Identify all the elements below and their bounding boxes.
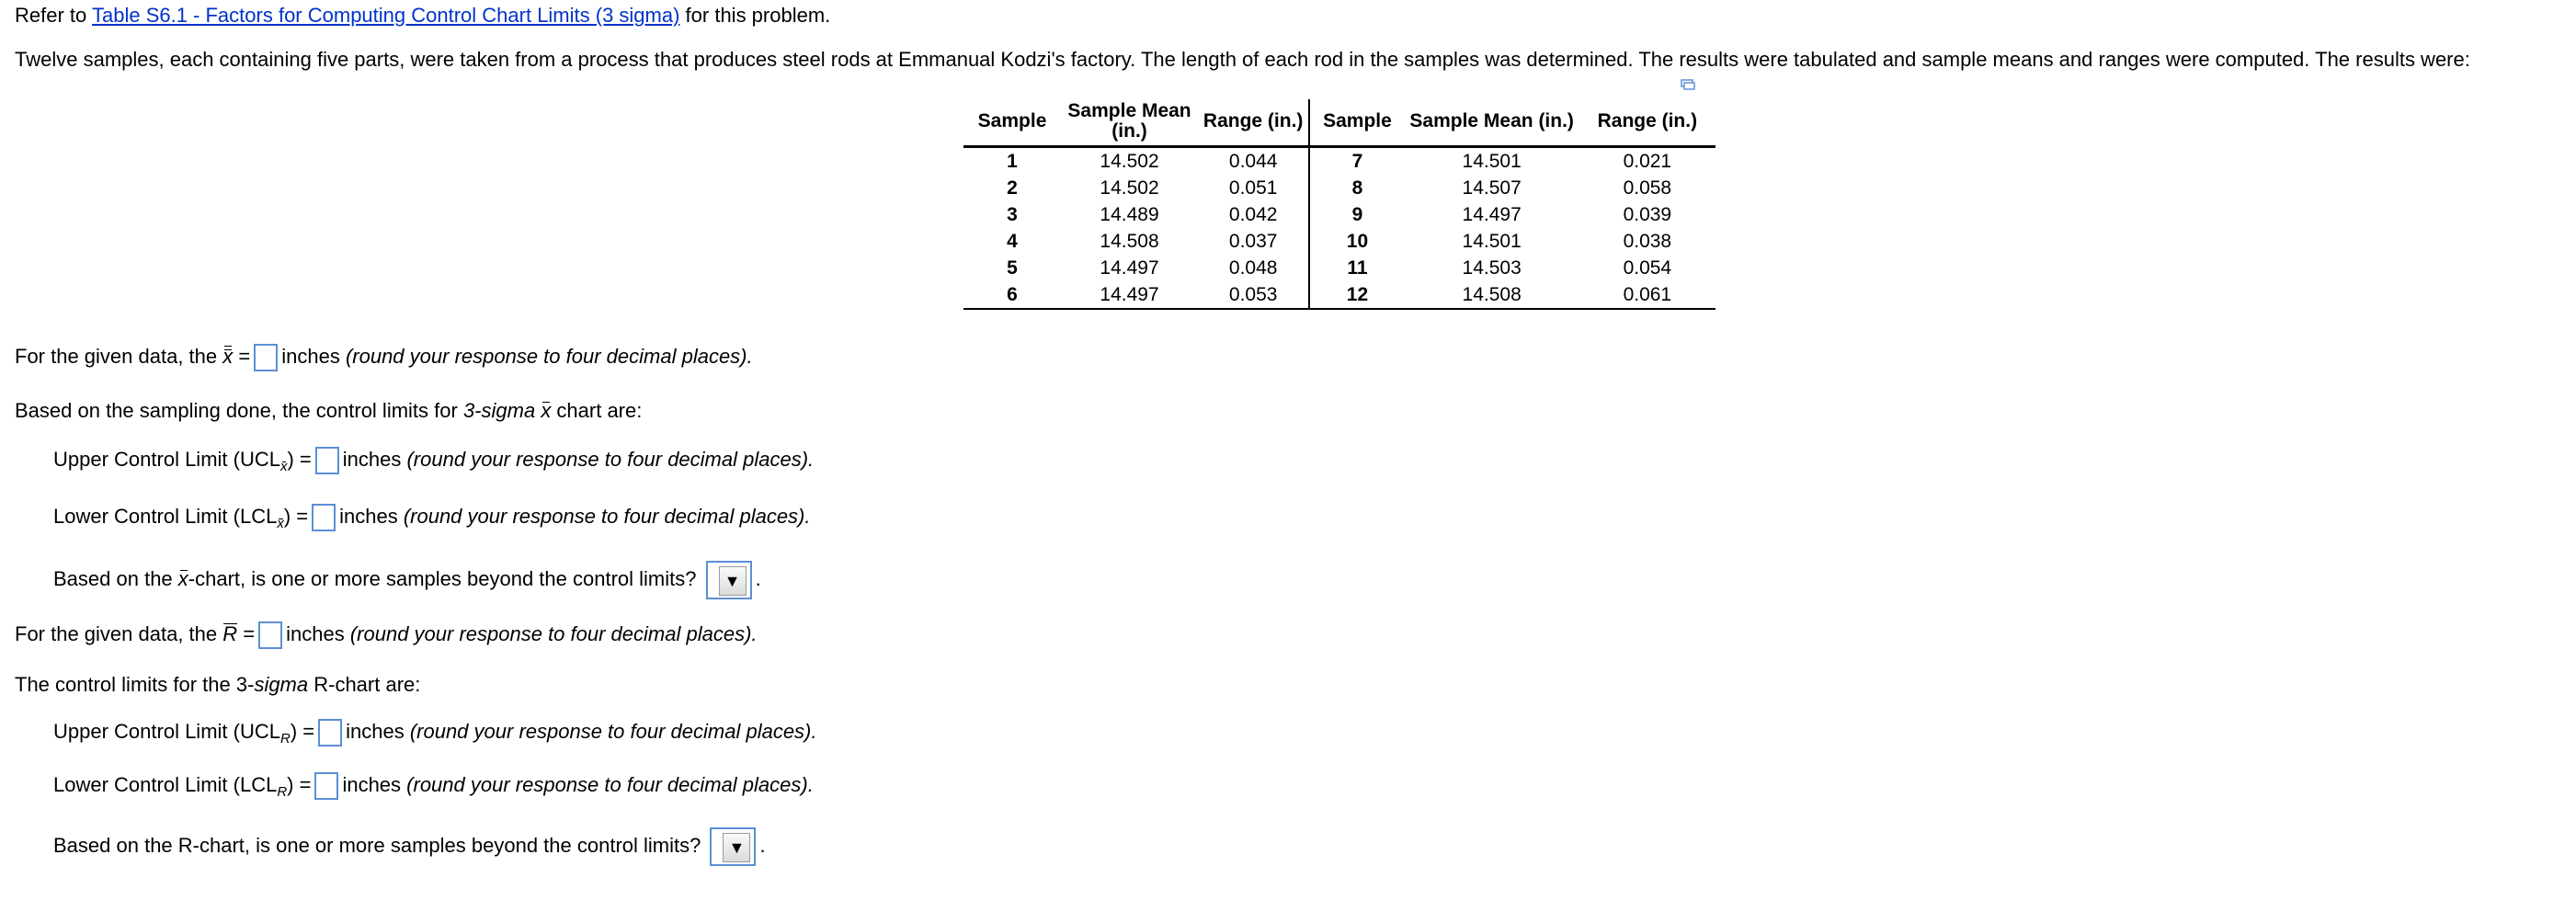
sample-number-cell: 4: [1007, 231, 1018, 252]
question-xbarbar: [15, 344, 753, 371]
dropdown-arrow-icon: ▼: [719, 566, 747, 596]
xbarbar-answer-input[interactable]: [254, 344, 278, 371]
ucl-r-hint: (round your response to four decimal places).: [409, 719, 817, 743]
header-sample-mean: [1061, 99, 1198, 147]
rchart-intro-sigma: sigma: [254, 673, 309, 696]
question-rbar: [15, 621, 758, 649]
sample-mean-cell: 14.503: [1462, 257, 1522, 279]
header-sample: Sample: [963, 99, 1061, 147]
sample-mean-cell: 14.502: [1100, 177, 1159, 199]
ucl-r-unit: inches: [346, 719, 405, 743]
sample-number-cell: 3: [1007, 204, 1018, 225]
ucl-x-close: ) =: [287, 447, 312, 471]
sample-range-cell: 0.037: [1198, 228, 1309, 255]
q-rbar-equals: =: [237, 621, 256, 645]
sample-range-cell: 0.038: [1623, 231, 1672, 252]
sample-number-cell: 9: [1351, 204, 1363, 225]
beyond-r-end: .: [759, 833, 766, 857]
intro-line: [15, 4, 830, 28]
sample-number-cell: 10: [1346, 231, 1369, 252]
lcl-x-subscript: x: [277, 516, 284, 532]
q-xbarbar-equals: =: [233, 344, 251, 368]
sample-range-cell: 0.053: [1198, 281, 1309, 309]
table-row: [963, 175, 1715, 201]
beyond-x-symbol: x: [177, 566, 188, 590]
sample-range-cell: 0.061: [1579, 281, 1715, 309]
beyond-x-end: .: [755, 566, 761, 590]
lcl-x-close: ) =: [283, 504, 309, 528]
sample-number-cell: 1: [1007, 151, 1018, 172]
beyond-r-dropdown[interactable]: [710, 827, 756, 866]
sample-range-cell: 0.051: [1198, 175, 1309, 201]
header-sample-mean-line2: (in.): [1111, 120, 1147, 142]
sample-mean-cell: 14.502: [1100, 151, 1159, 172]
sample-number-cell: 11: [1347, 257, 1368, 279]
lcl-r-close: ) =: [287, 772, 312, 796]
ucl-r-line: [53, 719, 817, 746]
sample-number-cell: 2: [1007, 177, 1018, 199]
intro-prefix: Refer to: [15, 4, 92, 27]
ucl-x-unit: inches: [342, 447, 402, 471]
r-bar-symbol: R: [222, 621, 238, 645]
dropdown-arrow-icon: ▼: [723, 833, 750, 862]
header-sample-2: Sample: [1309, 99, 1404, 147]
table-row: [963, 147, 1715, 176]
q-xbarbar-hint: (round your response to four decimal places).: [345, 344, 753, 368]
beyond-r-text: Based on the R-chart, is one or more samples beyond the control limits?: [53, 833, 701, 857]
lcl-x-answer-input[interactable]: [312, 504, 336, 531]
sample-range-cell: 0.039: [1623, 204, 1672, 225]
xchart-intro-prefix: Based on the sampling done, the control limits for: [15, 399, 463, 422]
table-s6-1-link[interactable]: Table S6.1 - Factors for Computing Control Chart Limits (3 sigma): [91, 4, 680, 27]
problem-text: Twelve samples, each containing five parts, were taken from a process that produces steel rods at Emmanual Kodzi's factory. The length of each rod in the samples was determined. The results were tabulated and sample means and ranges were computed. The results were:: [15, 48, 2470, 71]
sample-mean-cell: 14.497: [1100, 257, 1159, 279]
table-row: [963, 255, 1715, 281]
lcl-x-line: [53, 504, 811, 531]
header-sample-mean-line1: Sample Mean: [1067, 100, 1191, 121]
lcl-r-subscript: R: [277, 784, 288, 801]
ucl-x-hint: (round your response to four decimal places).: [406, 447, 815, 471]
ucl-x-subscript: x: [279, 459, 288, 475]
q-rbar-unit: inches: [286, 621, 345, 645]
ucl-r-answer-input[interactable]: [318, 719, 342, 746]
xchart-intro-suffix: chart are:: [551, 399, 643, 422]
ucl-r-close: ) =: [290, 719, 315, 743]
lcl-r-label: Lower Control Limit (LCL: [53, 772, 278, 796]
xchart-intro: [15, 399, 642, 423]
sample-mean-cell: 14.497: [1061, 281, 1198, 309]
beyond-r-question: [53, 827, 766, 866]
lcl-x-hint: (round your response to four decimal places).: [403, 504, 811, 528]
x-double-bar-symbol: x: [222, 344, 234, 368]
sample-range-cell: 0.058: [1623, 177, 1672, 199]
sample-range-cell: 0.054: [1623, 257, 1672, 279]
sample-mean-cell: 14.489: [1100, 204, 1159, 225]
intro-suffix: for this problem.: [679, 4, 831, 27]
lcl-r-hint: (round your response to four decimal places).: [406, 772, 814, 796]
q-rbar-hint: (round your response to four decimal places).: [349, 621, 758, 645]
q-rbar-prefix: For the given data, the: [15, 621, 223, 645]
header-sample-mean-2: Sample Mean (in.): [1405, 99, 1579, 147]
sample-range-cell: 0.021: [1623, 151, 1672, 172]
lcl-r-line: [53, 772, 814, 800]
rchart-intro: [15, 673, 420, 697]
sample-number-cell: 12: [1309, 281, 1404, 309]
rchart-intro-prefix: The control limits for the 3-: [15, 673, 255, 696]
sample-number-cell: 5: [1007, 257, 1018, 279]
beyond-x-dropdown[interactable]: [706, 561, 752, 599]
ucl-r-subscript: R: [279, 731, 291, 747]
sample-mean-cell: 14.497: [1462, 204, 1522, 225]
beyond-x-prefix: Based on the: [53, 566, 178, 590]
lcl-r-answer-input[interactable]: [314, 772, 338, 800]
x-bar-symbol: x: [541, 399, 552, 422]
lcl-x-unit: inches: [339, 504, 398, 528]
lcl-x-label: Lower Control Limit (LCL: [53, 504, 278, 528]
header-range-2: Range (in.): [1579, 99, 1715, 147]
sample-mean-cell: 14.508: [1405, 281, 1579, 309]
q-xbarbar-prefix: For the given data, the: [15, 344, 223, 368]
sample-data-table: [963, 99, 1715, 310]
q-xbarbar-unit: inches: [281, 344, 340, 368]
table-row: [963, 281, 1715, 309]
ucl-x-line: [53, 447, 814, 474]
rbar-answer-input[interactable]: [258, 621, 282, 649]
beyond-x-suffix: -chart, is one or more samples beyond the control limits?: [188, 566, 697, 590]
expand-table-icon[interactable]: [1681, 79, 1695, 90]
sample-range-cell: 0.048: [1198, 255, 1309, 281]
table-row: [963, 228, 1715, 255]
ucl-r-label: Upper Control Limit (UCL: [53, 719, 280, 743]
sample-range-cell: 0.044: [1198, 147, 1309, 176]
header-range: Range (in.): [1198, 99, 1309, 147]
sample-range-cell: 0.042: [1198, 201, 1309, 228]
sample-mean-cell: 14.501: [1462, 231, 1522, 252]
xchart-intro-sigma: 3-sigma: [462, 399, 536, 422]
sample-mean-cell: 14.507: [1462, 177, 1522, 199]
sample-number-cell: 6: [963, 281, 1061, 309]
rchart-intro-suffix: R-chart are:: [308, 673, 421, 696]
sample-mean-cell: 14.508: [1100, 231, 1159, 252]
ucl-x-label: Upper Control Limit (UCL: [53, 447, 280, 471]
table-header-row: [963, 99, 1715, 147]
sample-number-cell: 7: [1351, 151, 1363, 172]
sample-number-cell: 8: [1351, 177, 1363, 199]
beyond-x-question: [53, 561, 761, 599]
table-row: [963, 201, 1715, 228]
lcl-r-unit: inches: [342, 772, 402, 796]
ucl-x-answer-input[interactable]: [315, 447, 339, 474]
sample-mean-cell: 14.501: [1462, 151, 1522, 172]
